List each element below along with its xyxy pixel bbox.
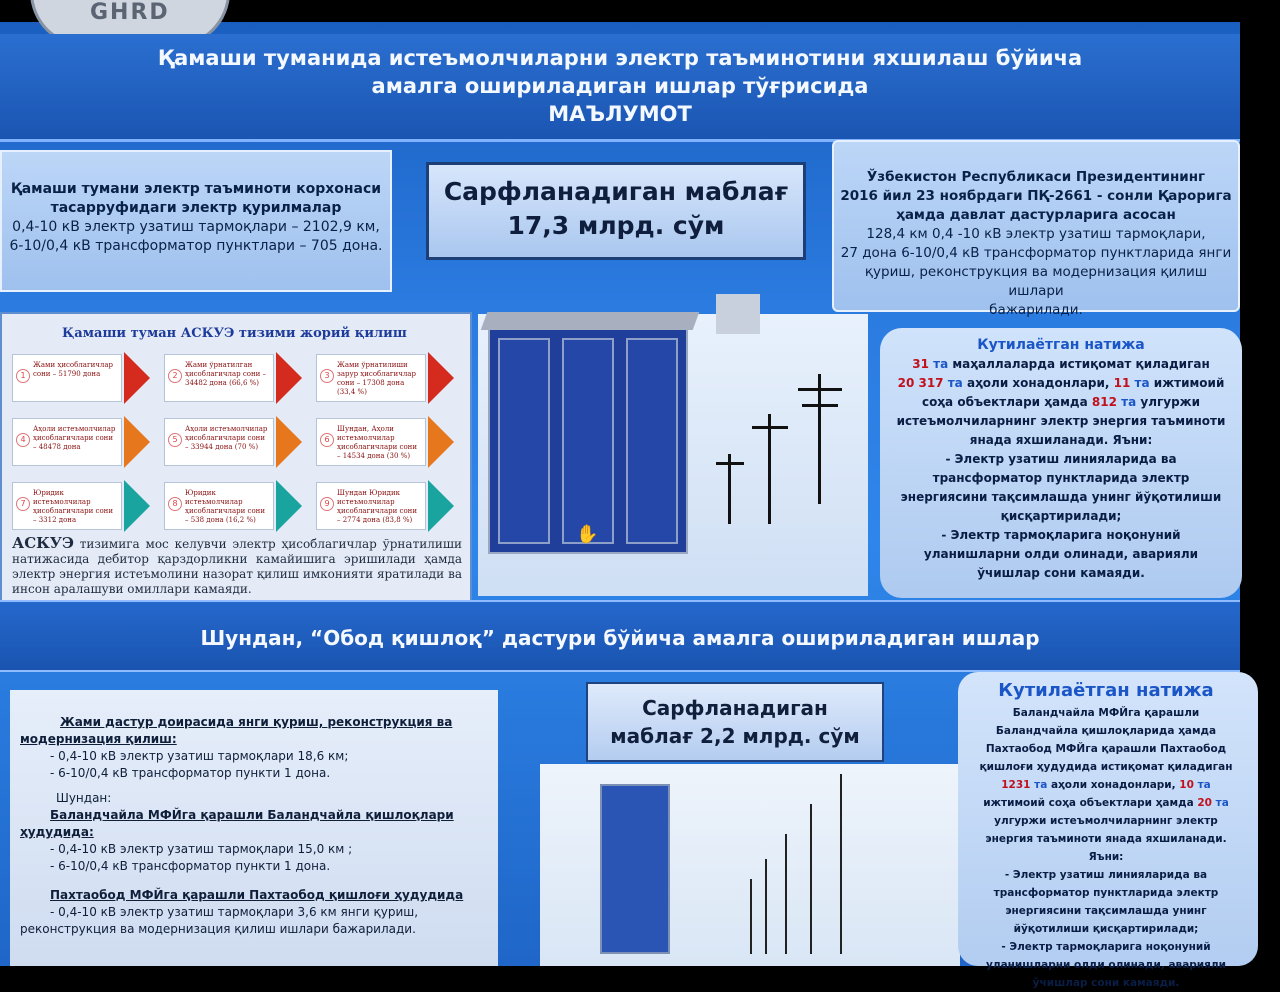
works-item: - 6-10/0,4 кВ трансформатор пункти 1 дона. xyxy=(50,766,331,780)
mast-top xyxy=(716,294,760,334)
transformer-unit xyxy=(600,784,670,954)
askue-cell-number: 6 xyxy=(320,433,334,447)
arrow-right-icon xyxy=(428,480,454,532)
askue-desc-text: тизимига мос келувчи электр ҳисоблагичлар ўрнатилиши натижасида дебитор қарздорликни камайишига эришилади ҳамда электр энергия истеъмолини назорат қилиш имконияти яратилади ва инсон аралашуви омиллари камаяди. xyxy=(12,537,462,596)
facility-heading-2: тасарруфидаги электр қурилмалар xyxy=(50,200,342,216)
village-line-illustration xyxy=(540,764,960,966)
info-poster xyxy=(0,22,1240,989)
works-subheading: Шундан: xyxy=(56,791,112,805)
askue-desc-bold: АСКУЭ xyxy=(12,534,74,552)
decree-box xyxy=(832,140,1240,318)
result1-title: Кутилаётган натижа xyxy=(977,337,1145,353)
result2-bullet: - Электр узатиш линияларида ва xyxy=(1004,869,1208,881)
arrow-right-icon xyxy=(276,352,302,404)
arrow-right-icon xyxy=(428,352,454,404)
works-item: - 0,4-10 кВ электр узатиш тармоқлари 18,6 км; xyxy=(50,749,349,763)
cost2-line-2: маблағ 2,2 млрд. сўм xyxy=(610,724,860,748)
askue-cell xyxy=(12,418,122,466)
result1-bullet: қисқартирилади; xyxy=(1000,509,1122,523)
hand-cursor-icon: ✋ xyxy=(576,524,599,545)
cabinet-door xyxy=(626,338,678,544)
facility-line-1: 0,4-10 кВ электр узатиш тармоқлари – 2102,9 км, xyxy=(12,219,380,235)
result2-text: Баландчайла МФЙга қарашли xyxy=(1012,707,1200,719)
cabinet-door xyxy=(498,338,550,544)
result2-bullet: - Электр тармоқларига ноқонуний xyxy=(1001,941,1211,953)
cost1-line-1: Сарфланадиган маблағ xyxy=(443,177,789,206)
works-item: - 0,4-10 кВ электр узатиш тармоқлари 3,6 км янги қуриш, xyxy=(50,905,419,919)
askue-panel xyxy=(0,312,472,616)
askue-cell xyxy=(12,482,122,530)
askue-cell-number: 1 xyxy=(16,369,30,383)
askue-cell-text: Жами ўрнатилган ҳисоблагичлар сони – 34482 дона (66,6 %) xyxy=(185,361,267,387)
expected-result-box-2 xyxy=(958,672,1258,989)
result1-num-wholesale: 812 xyxy=(1091,395,1117,409)
cost2-line-1: Сарфланадиган xyxy=(642,696,828,720)
works-subheading: Пахтаобод МФЙга қарашли Пахтаобод қишлоғи ҳудудида xyxy=(50,888,464,902)
askue-cell-number: 8 xyxy=(168,497,182,511)
result2-bullet: ўчишлар сони камаяди. xyxy=(1032,977,1180,989)
cost-box-2 xyxy=(586,682,884,762)
askue-cell-number: 9 xyxy=(320,497,334,511)
decree-line-2: 2016 йил 23 ноябрдаги ПҚ-2661 - сонли Қарорига xyxy=(840,188,1232,204)
expected-result-box-1 xyxy=(880,328,1242,598)
arrow-right-icon xyxy=(276,480,302,532)
askue-cell-number: 7 xyxy=(16,497,30,511)
askue-cell-text: Жами ҳисоблагичлар сони – 51790 дона xyxy=(33,361,114,378)
result2-text: энергия таъминоти янада яхшиланади. xyxy=(985,833,1227,845)
decree-line-4: 128,4 км 0,4 -10 кВ электр узатиш тармоқлари, xyxy=(866,226,1206,242)
program-banner: Шундан, “Обод қишлоқ” дастури бўйича амалга ошириладиган ишлар xyxy=(0,600,1240,672)
askue-cell-text: Аҳоли истеъмолчилар ҳисоблагичлари сони – 48478 дона xyxy=(33,425,116,451)
askue-cell xyxy=(316,418,426,466)
result1-num-mahalla: 31 xyxy=(912,357,929,371)
works-item: реконструкция ва модернизация қилиш ишлари бажарилади. xyxy=(20,922,416,936)
unit-ta: та xyxy=(1130,376,1154,390)
decree-line-1: Ўзбекистон Республикаси Президентининг xyxy=(866,169,1206,185)
result2-text: қишлоғи ҳудудида истиқомат қиладиган xyxy=(979,761,1233,773)
result1-bullet: уланишларни олди олинади, аварияли xyxy=(923,547,1199,561)
askue-cell xyxy=(164,418,274,466)
result2-text: Яъни: xyxy=(1088,851,1124,863)
askue-cell-text: Шундан Юридик истеъмолчилар ҳисоблагичлари сони – 2774 дона (83,8 %) xyxy=(337,489,418,524)
askue-cell xyxy=(164,482,274,530)
decree-line-7: бажарилади. xyxy=(989,302,1083,318)
result1-text: аҳоли хонадонлари, xyxy=(966,376,1114,390)
askue-title: Қамаши туман АСКУЭ тизими жорий қилиш xyxy=(62,326,407,341)
askue-cell-text: Шундан, Аҳоли истеъмолчилар ҳисоблагичлари сони – 14534 дона (30 %) xyxy=(337,425,418,460)
result2-bullet: трансформатор пунктларида электр xyxy=(993,887,1219,899)
arrow-right-icon xyxy=(124,352,150,404)
askue-cell xyxy=(316,354,426,402)
works-heading-1: Жами дастур доирасида янги қуриш, реконструкция ва xyxy=(60,715,453,729)
program-works-box xyxy=(10,690,498,966)
result2-num-wholesale: 20 xyxy=(1197,797,1212,809)
decree-line-3: ҳамда давлат дастурларига асосан xyxy=(896,207,1176,223)
cost-box-1 xyxy=(426,162,806,260)
title-banner xyxy=(0,34,1240,142)
result1-bullet: энергиясини тақсимлашда унинг йўқотилиши xyxy=(900,490,1222,504)
works-item: - 0,4-10 кВ электр узатиш тармоқлари 15,0 км ; xyxy=(50,842,353,856)
result1-text: истеъмолчиларнинг электр энергия таъминоти xyxy=(896,414,1226,428)
askue-cell-number: 5 xyxy=(168,433,182,447)
unit-ta: та xyxy=(1211,797,1229,809)
unit-ta: та xyxy=(943,376,967,390)
askue-cell-number: 4 xyxy=(16,433,30,447)
askue-cell xyxy=(316,482,426,530)
cabinet-roof xyxy=(481,312,700,330)
cabinet-door xyxy=(562,338,614,544)
result2-text: Пахтаобод МФЙга қарашли Пахтаобод xyxy=(985,743,1227,755)
result1-text: ижтимоий xyxy=(1153,376,1225,390)
unit-ta: та xyxy=(1116,395,1141,409)
result1-text: янада яхшиланади. Яъни: xyxy=(969,433,1153,447)
title-line-2: амалга ошириладиган ишлар тўғрисида xyxy=(371,74,869,98)
title-line-3: МАЪЛУМОТ xyxy=(548,102,692,126)
works-subheading: Баландчайла МФЙга қарашли Баландчайла қишлоқлари xyxy=(50,808,454,822)
askue-cell-text: Жами ўрнатилиши зарур ҳисоблагичлар сони – 17308 дона (33,4 %) xyxy=(337,361,416,396)
arrow-right-icon xyxy=(428,416,454,468)
askue-cell-text: Аҳоли истеъмолчилар ҳисоблагичлари сони – 33944 дона (70 %) xyxy=(185,425,268,451)
result2-text: ижтимоий соҳа объектлари ҳамда xyxy=(983,797,1198,809)
askue-cell xyxy=(164,354,274,402)
arrow-right-icon xyxy=(124,416,150,468)
substation-illustration xyxy=(478,314,868,596)
arrow-right-icon xyxy=(124,480,150,532)
result1-bullet: ўчишлар сони камаяди. xyxy=(977,566,1145,580)
facility-summary-box xyxy=(0,150,392,292)
decree-line-6: қуриш, реконструкция ва модернизация қилиш ишлари xyxy=(864,264,1208,299)
decree-line-5: 27 дона 6-10/0,4 кВ трансформатор пунктларида янги xyxy=(840,245,1232,261)
facility-line-2: 6-10/0,4 кВ трансформатор пунктлари – 705 дона. xyxy=(9,238,383,254)
askue-description xyxy=(12,536,462,597)
transformer-cabinet xyxy=(488,324,688,554)
askue-cell-number: 3 xyxy=(320,369,334,383)
result2-bullet: йўқотилиши қисқартирилади; xyxy=(1013,923,1199,935)
facility-heading-1: Қамаши тумани электр таъминоти корхонаси xyxy=(10,181,382,197)
result2-bullet: уланишларни олди олинади, аварияли xyxy=(986,959,1226,971)
askue-cell-number: 2 xyxy=(168,369,182,383)
result1-text: соҳа объектлари ҳамда xyxy=(921,395,1092,409)
logo-text: GHRD xyxy=(90,0,170,25)
result2-num-social: 10 xyxy=(1179,779,1194,791)
works-subheading: ҳудудида: xyxy=(20,825,94,839)
result1-text: улгуржи xyxy=(1140,395,1201,409)
result1-bullet: - Электр узатиш линияларида ва xyxy=(945,452,1177,466)
result2-text: улгуржи истеъмолчиларнинг электр xyxy=(994,815,1218,827)
unit-ta: та xyxy=(1193,779,1211,791)
result1-text: маҳаллаларда истиқомат қиладиган xyxy=(952,357,1210,371)
askue-cell xyxy=(12,354,122,402)
result1-num-social: 11 xyxy=(1113,376,1131,390)
power-poles-icon xyxy=(718,374,848,524)
result2-text: аҳоли хонадонлари, xyxy=(1050,779,1180,791)
result2-num-households: 1231 xyxy=(1001,779,1031,791)
works-heading-2: модернизация қилиш: xyxy=(20,732,177,746)
result1-bullet: - Электр тармоқларига ноқонуний xyxy=(941,528,1181,542)
works-item: - 6-10/0,4 кВ трансформатор пункти 1 дона. xyxy=(50,859,331,873)
unit-ta: та xyxy=(1030,779,1051,791)
title-line-1: Қамаши туманида истеъмолчиларни электр таъминотини яхшилаш бўйича xyxy=(157,46,1083,70)
result1-num-households: 20 317 xyxy=(897,376,944,390)
arrow-right-icon xyxy=(276,416,302,468)
cost1-line-2: 17,3 млрд. сўм xyxy=(507,211,725,240)
result2-bullet: энергиясини тақсимлашда унинг xyxy=(1005,905,1207,917)
result1-bullet: трансформатор пунктларида электр xyxy=(932,471,1190,485)
result2-title: Кутилаётган натижа xyxy=(998,680,1214,701)
askue-cell-text: Юридик истеъмолчилар ҳисоблагичлари сони – 538 дона (16,2 %) xyxy=(185,489,266,524)
unit-ta: та xyxy=(928,357,953,371)
askue-cell-text: Юридик истеъмолчилар ҳисоблагичлари сони – 3312 дона xyxy=(33,489,114,524)
result2-text: Баландчайла қишлоқларида ҳамда xyxy=(995,725,1217,737)
